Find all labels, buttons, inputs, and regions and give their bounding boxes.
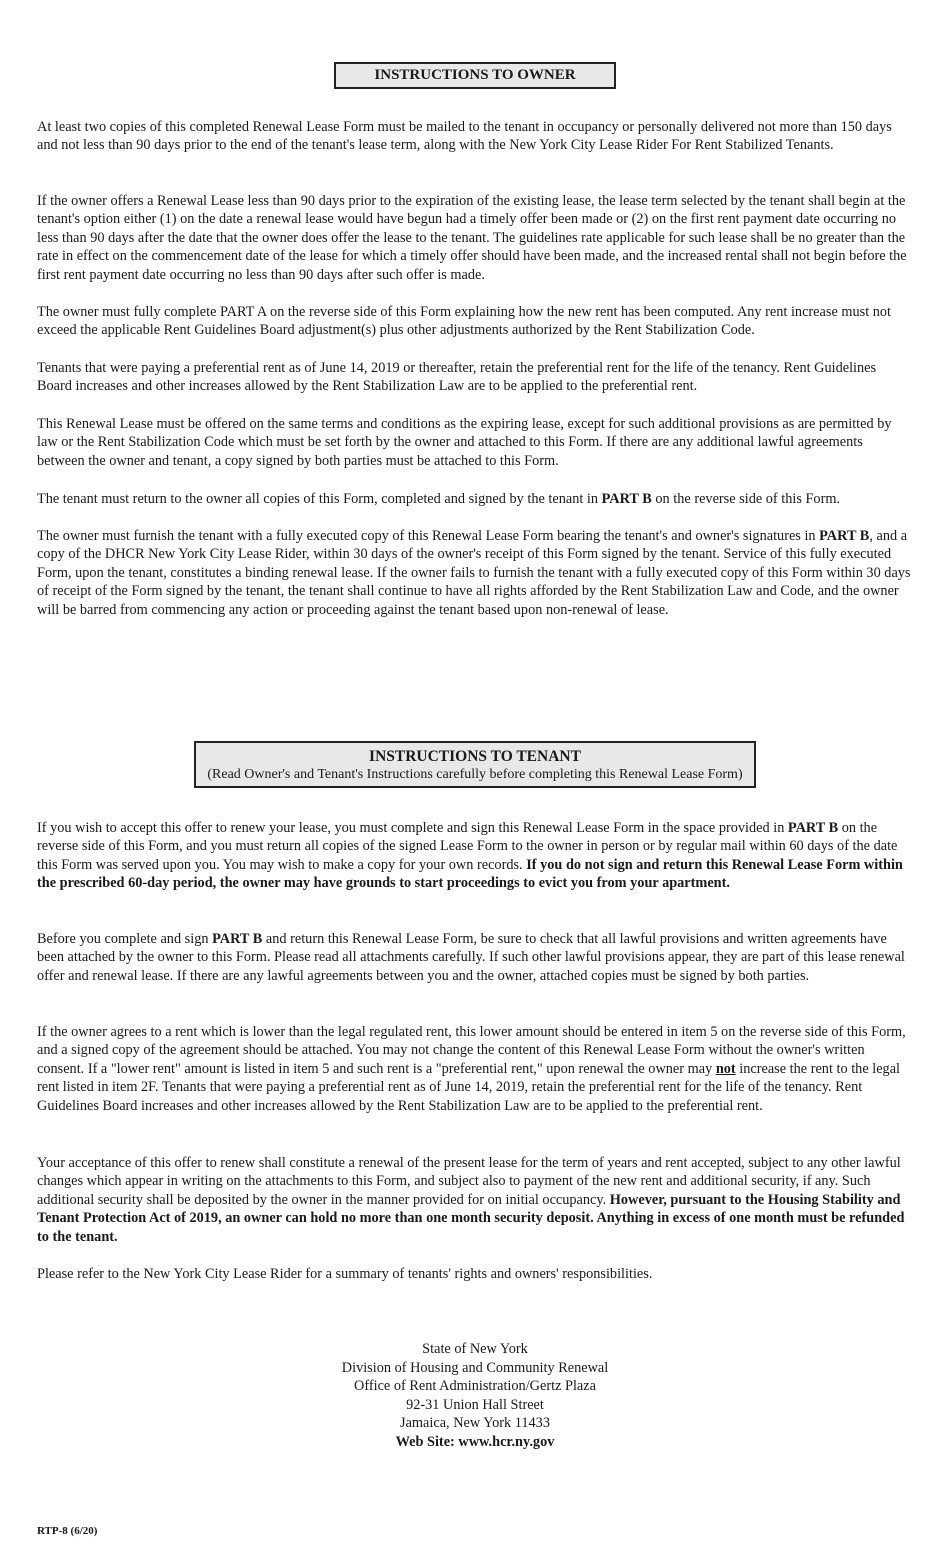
tenant-paragraph: Please refer to the New York City Lease Rider for a summary of tenants' rights and owners' responsibilities. [37,1266,653,1282]
tenant-paragraph [37,1023,913,1115]
agency-address [0,1340,950,1452]
text-run: Before you complete and sign [37,931,213,947]
part-b-label: PART B [212,931,263,947]
owner-instructions-title: INSTRUCTIONS TO OWNER [374,67,576,83]
not-emphasis: not [715,1060,736,1077]
tenant-instructions-subtitle: (Read Owner's and Tenant's Instructions carefully before completing this Renewal Lease Form) [207,767,743,782]
tenant-instructions-header [194,741,756,788]
tenant-paragraph [37,1154,913,1246]
part-b-label: PART B [601,491,652,507]
text-run: The owner must furnish the tenant with a fully executed copy of this Renewal Lease Form bearing the tenant's and owner's signatures in [37,528,820,544]
text-run: , and a copy of the DHCR New York City Lease Rider, within 30 days of the owner's receipt of this Form signed by the tenant. Service of this fully executed Form, upon the tenant, constitutes a binding renewal lease. If the owner fails to furnish the tenant with a fully executed copy of this Form within 30 days of receipt of the Form signed by the tenant, the tenant shall continue to have all rights afforded by the Rent Stabilization Law and Code, and the owner will be barred from commencing any action or proceeding against the tenant based upon non-renewal of lease. [37,528,911,618]
eviction-warning: If you do not sign and return this Renewal Lease Form within the prescribed 60-day period, the owner may have grounds to start proceedings to evict you from your apartment. [37,856,903,892]
owner-paragraph: This Renewal Lease must be offered on the same terms and conditions as the expiring lease, except for such additional provisions as are permitted by law or the Rent Stabilization Code which must be set forth by the owner and attached to this Form. If there are any additional lawful agreements between the owner and tenant, a copy signed by both parties must be attached to this Form. [37,416,892,469]
owner-paragraph: Tenants that were paying a preferential rent as of June 14, 2019 or thereafter, retain the preferential rent for the life of the tenancy. Rent Guidelines Board increases and other increases allowed by the Rent Stabilization Law are to be applied to the preferential rent. [37,360,877,395]
text-run: increase the rent to the legal rent listed in item 2F. Tenants that were paying a preferential rent as of June 14, 2019, retain the preferential rent for the life of the tenancy. Rent Guidelines Board increases and other increases allowed by the Rent Stabilization Law are to be applied to the preferential rent. [37,1060,901,1114]
owner-instructions-header [334,62,616,89]
website-line: Web Site: www.hcr.ny.gov [395,1433,555,1450]
address-line: Office of Rent Administration/Gertz Plaza [354,1378,596,1395]
text-run: and return this Renewal Lease Form, be sure to check that all lawful provisions and written agreements have been attached by the owner to this Form. Please read all attachments carefully. If such other lawful provisions appear, they are part of this lease renewal offer and renewal lease. If there are any lawful agreements between you and the owner, attached copies must be signed by both parties. [37,931,905,984]
tenant-paragraph [37,930,913,985]
address-line: Jamaica, New York 11433 [400,1415,550,1432]
owner-paragraph [37,527,913,619]
tenant-instructions-title: INSTRUCTIONS TO TENANT [369,748,581,765]
text-run: If you wish to accept this offer to renew your lease, you must complete and sign this Renewal Lease Form in the space provided in [37,820,788,836]
address-line: State of New York [422,1341,528,1357]
tenant-paragraph [37,819,913,893]
form-id: RTP-8 (6/20) [37,1525,98,1537]
text-run: on the reverse side of this Form. [651,491,841,507]
text-run: The tenant must return to the owner all copies of this Form, completed and signed by the tenant in [37,491,602,507]
text-run: on the reverse side of this Form, and you must return all copies of the signed Lease Form to the owner in person or by regular mail within 60 days of the date this Form was served upon you. You may wish to make a copy for your own records. [37,820,898,873]
owner-paragraph: The owner must fully complete PART A on the reverse side of this Form explaining how the new rent has been computed. Any rent increase must not exceed the applicable Rent Guidelines Board adjustment(s) plus other adjustments authorized by the Rent Stabilization Code. [37,304,892,339]
owner-paragraph: At least two copies of this completed Renewal Lease Form must be mailed to the tenant in occupancy or personally delivered not more than 150 days and not less than 90 days prior to the end of the tenant's lease term, along with the New York City Lease Rider For Rent Stabilized Tenants. [37,119,892,154]
address-line: Division of Housing and Community Renewal [341,1359,609,1376]
part-b-label: PART B [787,820,839,836]
text-run: If the owner agrees to a rent which is lower than the legal regulated rent, this lower amount should be entered in item 5 on the reverse side of this Form, and a signed copy of the agreement should be attached. You may not change the content of this Renewal Lease Form without the owner's written consent. If a "lower rent" amount is listed in item 5 and such rent is a "preferential rent," upon renewal the owner may [37,1024,906,1077]
owner-paragraph: If the owner offers a Renewal Lease less than 90 days prior to the expiration of the existing lease, the lease term selected by the tenant shall begin at the tenant's option either (1) on the date a renewal lease would have begun had a timely offer been made or (2) on the first rent payment date occurring no less than 90 days after the date that the owner does offer the lease to the tenant. The guidelines rate applicable for such lease shall be no greater than the rate in effect on the commencement date of the lease for which a timely offer should have been made, and the increased rental shall not begin before the first rent payment date occurring no less than 90 days after such offer is made. [37,193,907,283]
address-line: 92-31 Union Hall Street [406,1396,544,1413]
text-run: Your acceptance of this offer to renew shall constitute a renewal of the present lease for the term of years and rent accepted, subject to any other lawful changes which appear in writing on the attachments to this Form, and subject also to payment of the new rent and additional security, if any. Such additional security shall be deposited by the owner in the manner provided for on initial occupancy. [37,1155,901,1208]
owner-paragraph [37,490,913,508]
part-b-label: PART B [819,528,870,544]
security-deposit-notice: However, pursuant to the Housing Stability and Tenant Protection Act of 2019, an owner can hold no more than one month security deposit. Anything in excess of one month must be refunded to the tenant. [37,1191,905,1245]
